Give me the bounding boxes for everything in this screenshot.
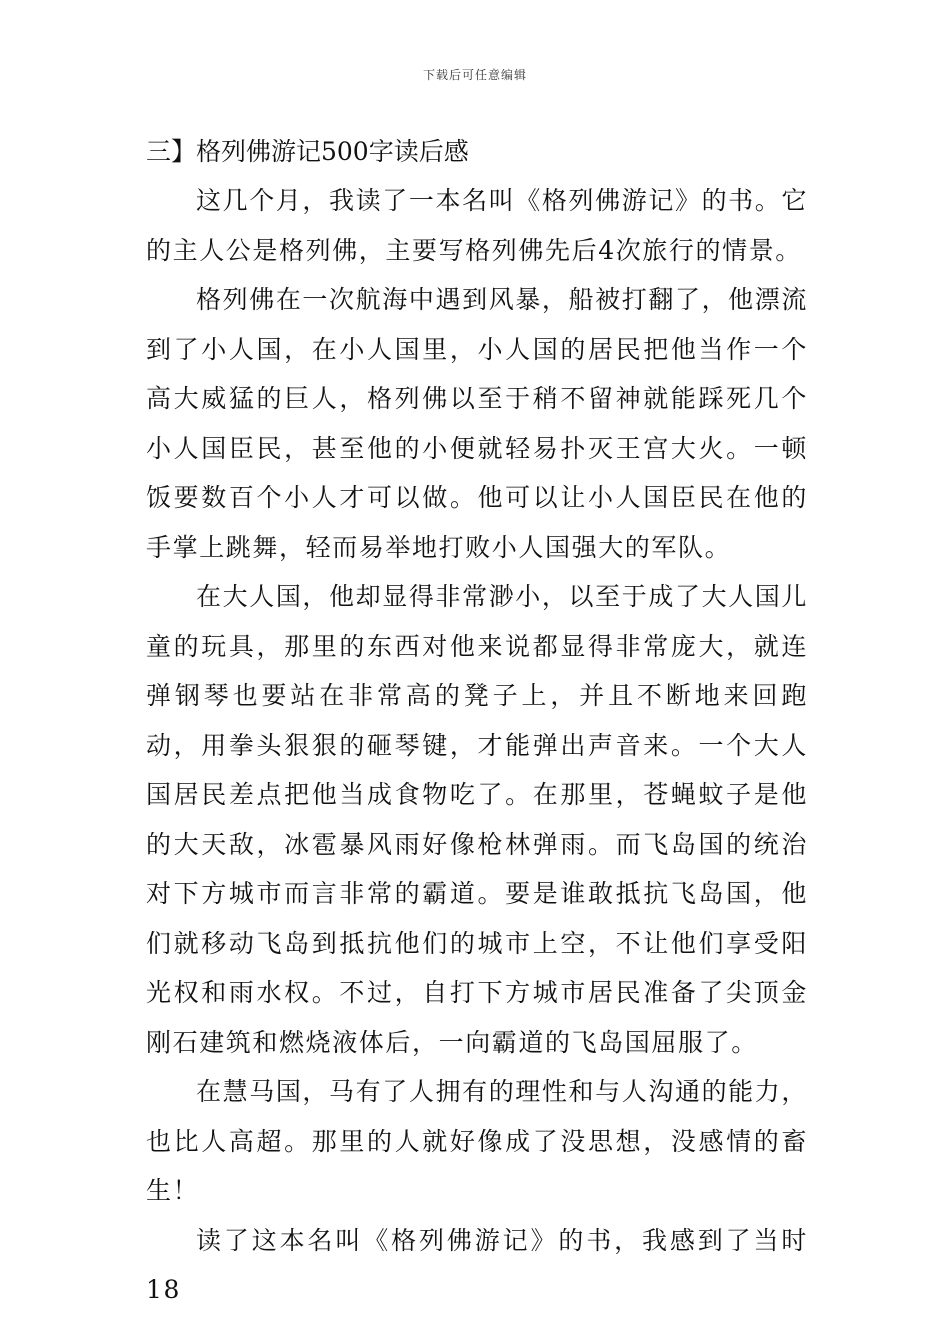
- paragraph-5: 读了这本名叫《格列佛游记》的书，我感到了当时18: [146, 1225, 808, 1304]
- document-title: 三】格列佛游记500字读后感: [146, 137, 469, 166]
- paragraph-1: 这几个月，我读了一本名叫《格列佛游记》的书。它的主人公是格列佛，主要写格列佛先后4次旅行的情景。: [146, 186, 808, 265]
- paragraph-4: 在慧马国，马有了人拥有的理性和与人沟通的能力，也比人高超。那里的人就好像成了没思想，没感情的畜生！: [146, 1077, 808, 1205]
- paragraph-3: 在大人国，他却显得非常渺小，以至于成了大人国儿童的玩具，那里的东西对他来说都显得非常庞大，就连弹钢琴也要站在非常高的凳子上，并且不断地来回跑动，用拳头狠狠的砸琴键，才能弹出声音来。一个大人国居民差点把他当成食物吃了。在那里，苍蝇蚊子是他的大天敌，冰雹暴风雨好像枪林弹雨。而飞岛国的统治对下方城市而言非常的霸道。要是谁敢抵抗飞岛国，他们就移动飞岛到抵抗他们的城市上空，不让他们享受阳光权和雨水权。不过，自打下方城市居民准备了尖顶金刚石建筑和燃烧液体后，一向霸道的飞岛国屈服了。: [146, 582, 808, 1057]
- paragraph-2: 格列佛在一次航海中遇到风暴，船被打翻了，他漂流到了小人国，在小人国里，小人国的居民把他当作一个高大威猛的巨人，格列佛以至于稍不留神就能踩死几个小人国臣民，甚至他的小便就轻易扑灭王宫大火。一顿饭要数百个小人才可以做。他可以让小人国臣民在他的手掌上跳舞，轻而易举地打败小人国强大的军队。: [146, 285, 808, 562]
- header-note: 下载后可任意编辑: [422, 68, 527, 82]
- document-body: [146, 128, 808, 1315]
